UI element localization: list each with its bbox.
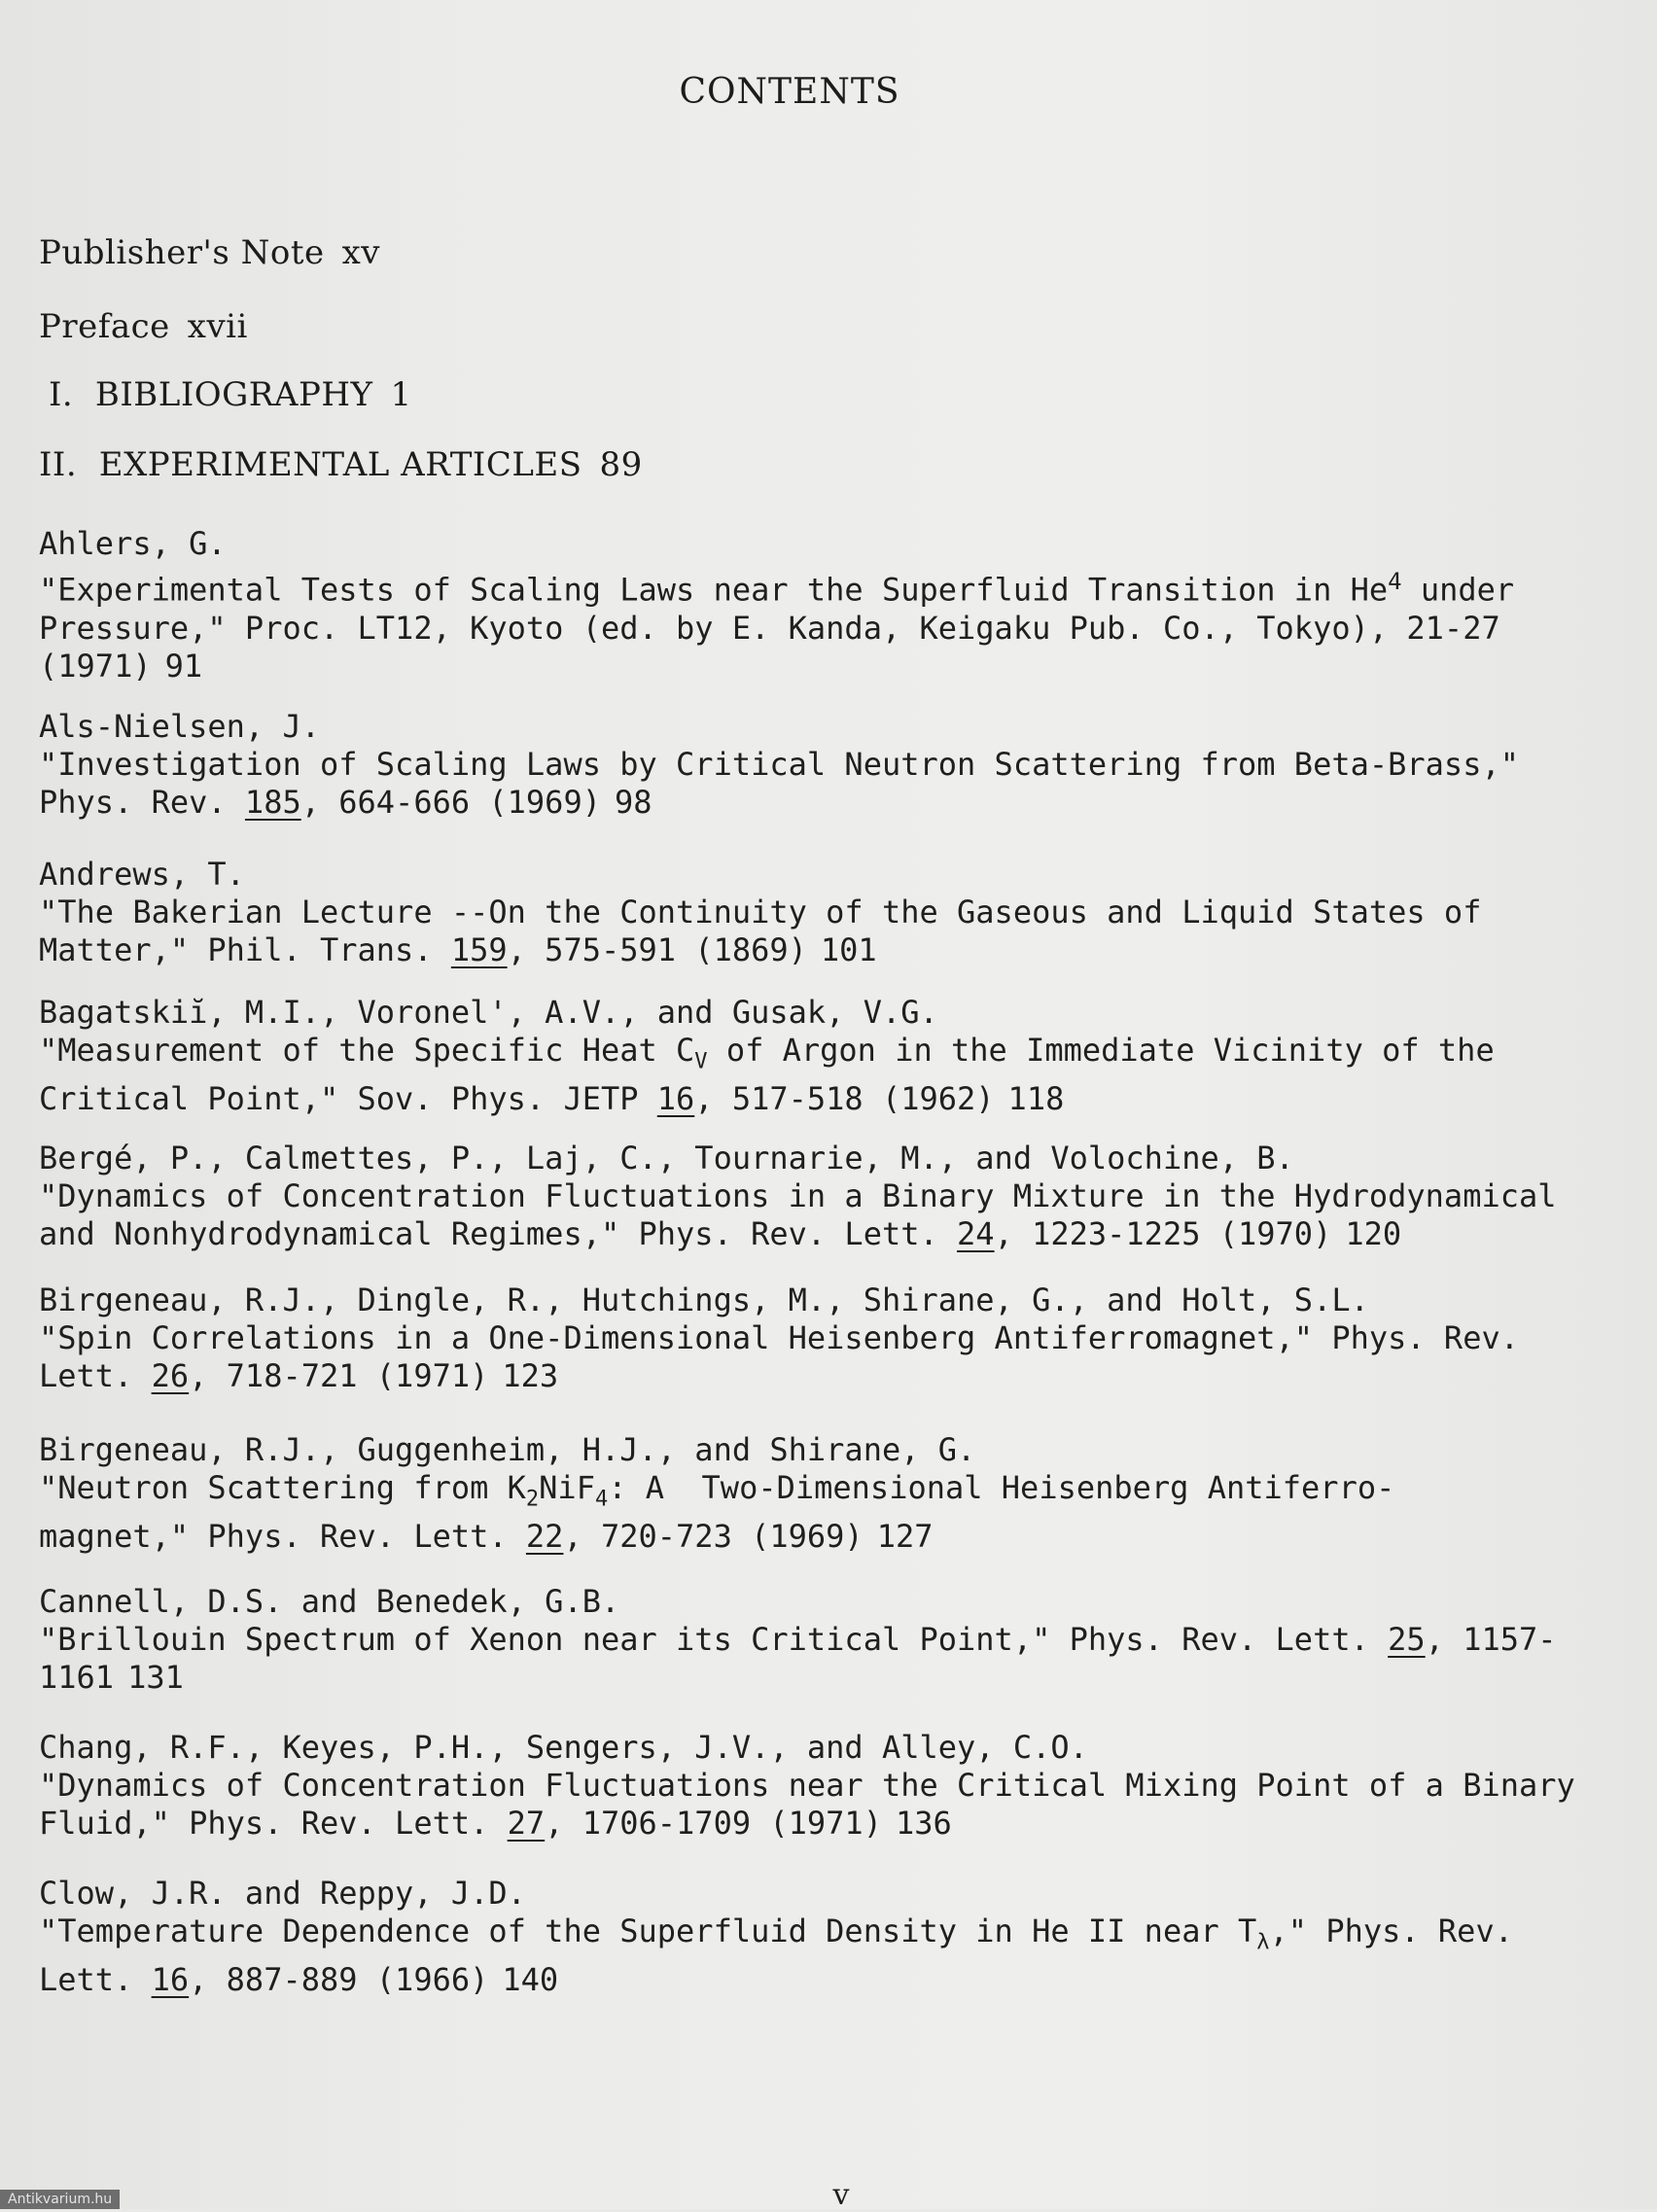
entry-page-number: 120 (1345, 1215, 1402, 1252)
subscript: 4 (594, 1487, 609, 1512)
entry-citation (39, 1518, 1614, 1556)
entry-text: , 517-518 (1962) (694, 1080, 995, 1118)
entry-text: of Argon in the Immediate Vicinity of the (707, 1032, 1495, 1069)
entry-text: "Neutron Scattering from K (39, 1469, 526, 1506)
entry-text: "Brillouin Spectrum of Xenon near its Critical Point," Phys. Rev. Lett. (39, 1621, 1389, 1658)
entry-citation (39, 1659, 1614, 1697)
toc-label: Publisher's Note (39, 233, 325, 272)
entry-citation (39, 1961, 1614, 1999)
entry-author: Clow, J.R. and Reppy, J.D. (39, 1875, 526, 1912)
entry-text: "Temperature Dependence of the Superfluid Density in He II near T (39, 1913, 1257, 1949)
entry-title-line (39, 1032, 1614, 1080)
entry-text: , 575-591 (1869) (507, 931, 807, 968)
entry-page-number: 127 (876, 1518, 934, 1556)
entry-text: "Experimental Tests of Scaling Laws near the Superfluid Transition in He (39, 571, 1389, 609)
entry-text: , 718-721 (1971) (189, 1357, 489, 1394)
entry-citation (39, 1215, 1614, 1253)
entry-author: Andrews, T. (39, 856, 245, 893)
entry-title-line: "Investigation of Scaling Laws by Critical Neutron Scattering from Beta-Brass," (39, 746, 1519, 783)
entry-text: , 720-723 (1969) (563, 1518, 864, 1556)
entry-text: "Measurement of the Specific Heat C (39, 1032, 695, 1069)
toc-front-publishers-note (39, 233, 380, 272)
toc-front-preface (39, 307, 248, 346)
entry-title-line (39, 1913, 1614, 1961)
entry-citation (39, 784, 1614, 822)
entry-text: , 664-666 (1969) (300, 784, 601, 821)
entry-page-number: 118 (1007, 1080, 1065, 1118)
toc-entry (39, 1282, 1614, 1395)
toc-section-bibliography (49, 375, 412, 414)
entry-author: Bagatskiĭ, M.I., Voronel', A.V., and Gusak, V.G. (39, 994, 938, 1031)
toc-entry (39, 856, 1614, 969)
entry-text: NiF (539, 1469, 595, 1506)
entry-text: 1161 (39, 1659, 115, 1696)
entry-citation (39, 1805, 1614, 1843)
entry-text: , 1157- (1425, 1621, 1557, 1658)
entry-page-number: 123 (502, 1357, 559, 1394)
toc-entry (39, 1583, 1614, 1697)
subscript: 2 (525, 1487, 540, 1512)
entry-text: , 1706-1709 (1971) (545, 1805, 882, 1842)
entry-citation (39, 931, 1614, 969)
entry-author: Birgeneau, R.J., Guggenheim, H.J., and Shirane, G. (39, 1431, 976, 1468)
entry-citation (39, 1080, 1614, 1118)
entry-title-line: "Dynamics of Concentration Fluctuations in a Binary Mixture in the Hydrodynamical (39, 1177, 1557, 1214)
entry-text: : A Two-Dimensional Heisenberg Antiferro- (608, 1469, 1395, 1506)
entry-volume: 26 (151, 1357, 190, 1394)
toc-page-number: xvii (187, 307, 248, 346)
entry-author: Ahlers, G. (39, 525, 227, 562)
entry-title-line: "The Bakerian Lecture --On the Continuity of the Gaseous and Liquid States of (39, 894, 1482, 930)
entry-author: Birgeneau, R.J., Dingle, R., Hutchings, M., Shirane, G., and Holt, S.L. (39, 1282, 1369, 1318)
entry-text: Critical Point," Sov. Phys. JETP (39, 1080, 657, 1118)
entry-author: Chang, R.F., Keyes, P.H., Sengers, J.V., and Alley, C.O. (39, 1729, 1088, 1766)
entry-text: , 1223-1225 (1970) (994, 1215, 1332, 1252)
entry-page-number: 98 (614, 784, 652, 821)
entry-page-number: 101 (820, 931, 877, 968)
entry-citation (39, 1357, 1614, 1395)
toc-label: II. EXPERIMENTAL ARTICLES (39, 445, 582, 484)
page-number: v (832, 2178, 850, 2212)
toc-page-number: xv (341, 233, 381, 272)
toc-entry (39, 708, 1614, 822)
entry-citation: Pressure," Proc. LT12, Kyoto (ed. by E. Kanda, Keigaku Pub. Co., Tokyo), 21-27 (39, 609, 1500, 647)
entry-volume: 25 (1388, 1621, 1426, 1658)
subscript: V (694, 1049, 708, 1074)
entry-author: Als-Nielsen, J. (39, 708, 320, 745)
toc-label: I. BIBLIOGRAPHY (49, 375, 373, 414)
entry-volume: 22 (525, 1518, 564, 1556)
entry-volume: 185 (244, 784, 301, 821)
toc-label: Preface (39, 307, 170, 346)
entry-text: Lett. (39, 1961, 152, 1999)
entry-volume: 159 (450, 931, 508, 968)
watermark: Antikvarium.hu (0, 2190, 120, 2209)
entry-volume: 27 (507, 1805, 546, 1842)
entry-text: Matter," Phil. Trans. (39, 931, 451, 968)
entry-text: Lett. (39, 1357, 152, 1394)
toc-page-number: 1 (390, 375, 412, 414)
entry-title-line: "Dynamics of Concentration Fluctuations near the Critical Mixing Point of a Binary (39, 1767, 1575, 1804)
entry-text: Fluid," Phys. Rev. Lett. (39, 1805, 508, 1842)
entry-page-number: 91 (164, 647, 203, 685)
entry-title-line (39, 563, 1614, 610)
subscript: λ (1256, 1930, 1270, 1955)
entry-citation (39, 648, 1614, 685)
entry-volume: 16 (151, 1961, 190, 1999)
entry-volume: 24 (957, 1215, 995, 1252)
entry-page-number: 140 (502, 1961, 559, 1999)
entry-text: magnet," Phys. Rev. Lett. (39, 1518, 526, 1556)
entry-title-line: "Spin Correlations in a One-Dimensional Heisenberg Antiferromagnet," Phys. Rev. (39, 1319, 1519, 1356)
entry-text: Phys. Rev. (39, 784, 245, 821)
entry-text: and Nonhydrodynamical Regimes," Phys. Rev. Lett. (39, 1215, 958, 1252)
entry-author: Cannell, D.S. and Benedek, G.B. (39, 1583, 620, 1620)
entry-page-number: 136 (895, 1805, 952, 1842)
toc-entry (39, 1729, 1614, 1843)
toc-entry (39, 994, 1614, 1118)
toc-page-number: 89 (599, 445, 643, 484)
superscript: 4 (1388, 568, 1402, 595)
toc-entry (39, 525, 1614, 685)
entry-title-line (39, 1469, 1614, 1518)
entry-title-line (39, 1621, 1614, 1659)
toc-entry (39, 1140, 1614, 1253)
toc-entry (39, 1431, 1614, 1556)
entry-year: (1971) (39, 647, 152, 685)
entry-text: , 887-889 (1966) (189, 1961, 489, 1999)
toc-entry (39, 1875, 1614, 1999)
entry-author: Bergé, P., Calmettes, P., Laj, C., Tournarie, M., and Volochine, B. (39, 1140, 1294, 1176)
page-title: CONTENTS (679, 72, 900, 112)
entry-text: ," Phys. Rev. (1269, 1913, 1513, 1949)
toc-section-experimental-articles (39, 445, 643, 484)
entry-volume: 16 (656, 1080, 695, 1118)
entry-text: under (1401, 571, 1515, 609)
entry-page-number: 131 (127, 1659, 184, 1696)
